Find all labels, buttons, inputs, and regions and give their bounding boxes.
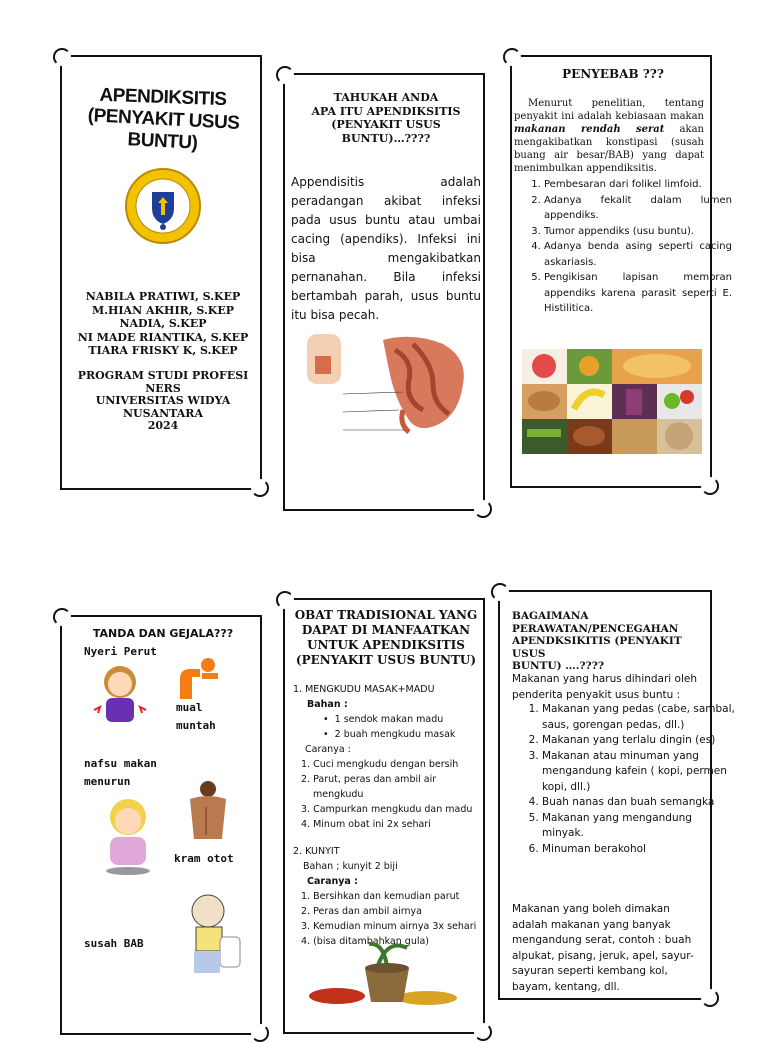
recipe1-title: 1. MENGKUDU MASAK+MADU xyxy=(293,684,435,695)
heading-line: DAPAT DI MANFAATKAN xyxy=(301,623,471,637)
list-item: 2. Makanan yang terlalu dingin (es) xyxy=(542,733,736,749)
avoid-intro: Makanan yang harus dihindari oleh penderita penyakit usus buntu : xyxy=(512,673,698,701)
cover-title-line2: (PENYAKIT USUS BUNTU) xyxy=(87,105,240,154)
heading-line: TAHUKAH ANDA xyxy=(333,91,439,104)
program-info xyxy=(62,370,264,433)
list-item: 6. Minuman berakohol xyxy=(542,842,736,858)
heading-line: OBAT TRADISIONAL YANG xyxy=(294,608,478,622)
prevention-heading xyxy=(512,610,712,673)
fiber-food-collage xyxy=(522,349,702,454)
symptom-vomit: muntah xyxy=(176,719,216,732)
cover-title xyxy=(66,84,260,154)
recipe1-ingredient: • 2 buah mengkudu masak xyxy=(323,729,456,740)
intro-text: akan mengakibatkan konstipasi (susah buang air besar/BAB) yang dapat menimbulkan appendiksitis. xyxy=(514,124,704,174)
heading-line: BUNTU)…???? xyxy=(341,131,431,145)
ingredient-text: 1 sendok makan madu xyxy=(334,714,444,725)
symptom-muscle-cramp: kram otot xyxy=(174,852,234,865)
recipe1-step: 1. Cuci mengkudu dengan bersih xyxy=(301,759,459,770)
definition-panel xyxy=(283,73,485,511)
recipe2-step: 1. Bersihkan dan kemudian parut xyxy=(301,891,460,902)
list-item: 1. Pembesaran dari folikel limfoid. xyxy=(544,177,732,193)
eating-girl-icon xyxy=(90,797,170,882)
causes-intro xyxy=(514,97,704,175)
symptom-nausea: mual xyxy=(176,701,203,714)
symptom-appetite-loss: nafsu makan xyxy=(84,757,157,770)
recipe1-step: 3. Campurkan mengkudu dan madu xyxy=(301,804,473,815)
recipe2-title: 2. KUNYIT xyxy=(293,846,340,857)
symptoms-panel xyxy=(60,615,262,1035)
back-pain-man-icon xyxy=(180,779,236,849)
avoid-food-list xyxy=(512,702,736,857)
recipe2-step: 3. Kemudian minum airnya 3x sehari xyxy=(301,921,477,932)
definition-heading xyxy=(295,91,477,145)
list-item: 4. Adanya benda asing seperti cacing askariasis. xyxy=(544,239,732,270)
university-seal-logo xyxy=(124,167,202,245)
recipe1-step: 4. Minum obat ini 2x sehari xyxy=(301,819,431,830)
author-name: NADIA, S.KEP xyxy=(119,317,207,330)
constipation-toilet-icon xyxy=(172,889,247,979)
ingredient-text: 2 buah mengkudu masak xyxy=(334,729,456,740)
nausea-vomit-icon xyxy=(174,655,224,703)
heading-line: (PENYAKIT USUS BUNTU) xyxy=(295,653,477,667)
program-year: 2024 xyxy=(147,419,179,432)
list-item: 5. Pengikisan lapisan membran appendiks karena parasit seperti E. Histilitica. xyxy=(544,270,732,317)
causes-panel xyxy=(510,55,732,488)
herbal-medicine-illustration xyxy=(307,938,463,1008)
causes-list xyxy=(516,177,732,317)
author-name: NABILA PRATIWI, S.KEP xyxy=(85,290,241,303)
prevention-panel xyxy=(498,590,735,1000)
heading-line: (PENYAKIT USUS xyxy=(331,118,441,131)
heading-line: BAGAIMANA xyxy=(512,610,589,622)
program-line: UNIVERSITAS WIDYA xyxy=(95,394,231,407)
list-item: 5. Makanan yang mengandung minyak. xyxy=(542,811,736,842)
traditional-medicine-panel xyxy=(283,598,485,1034)
heading-line: BUNTU) ….???? xyxy=(512,660,604,672)
recipe2-step: 4. (bisa ditambahkan gula) xyxy=(301,936,430,947)
list-item: 3. Tumor appendiks (usu buntu). xyxy=(544,224,732,240)
program-line: NERS xyxy=(145,381,181,395)
author-list xyxy=(62,290,264,358)
heading-line: APENDKSIKITIS (PENYAKIT USUS xyxy=(512,635,682,660)
recipe2-ingredients: Bahan ; kunyit 2 biji xyxy=(303,861,398,872)
heading-line: PERAWATAN/PENCEGAHAN xyxy=(512,622,679,635)
heading-line: APA ITU APENDIKSITIS xyxy=(311,104,461,118)
recipe1-step: mengkudu xyxy=(313,789,364,800)
allowed-food-text: Makanan yang boleh dimakan adalah makanan yang banyak mengandung serat, contoh : buah alpukat, pisang, jeruk, apel, sayur-sayuran seperti kembang kol, bayam, kentang, dll. xyxy=(512,903,694,993)
author-name: NI MADE RIANTIKA, S.KEP xyxy=(77,330,249,344)
list-item: 3. Makanan atau minuman yang mengandung kafein ( kopi, permen kopi, dll.) xyxy=(542,749,736,796)
author-name: TIARA FRISKY K, S.KEP xyxy=(88,344,238,357)
list-item: 4. Buah nanas dan buah semangka xyxy=(542,795,736,811)
definition-text: Appendisitis adalah peradangan akibat infeksi pada usus buntu atau umbai cacing (apendiks). Infeksi ini bisa mengakibatkan pernanahan. Bila infeksi bertambah parah, usus buntu itu bisa pecah. xyxy=(291,175,481,322)
intro-text: Menurut penelitian, tentang penyakit ini adalah kebiasaan makan xyxy=(514,98,704,122)
stomach-ache-girl-icon xyxy=(86,662,156,732)
recipe1-step: 2. Parut, peras dan ambil air xyxy=(301,774,437,785)
recipe1-ingredients-label: Bahan : xyxy=(307,699,348,710)
symptom-appetite-loss-2: menurun xyxy=(84,775,131,788)
symptom-abdominal-pain: Nyeri Perut xyxy=(84,645,157,658)
intro-emphasis: makanan rendah serat xyxy=(514,124,665,135)
cover-panel xyxy=(60,55,262,490)
recipe1-method-label: Caranya : xyxy=(305,744,351,755)
symptom-constipation: susah BAB xyxy=(84,937,144,950)
list-item: 2. Adanya fekalit dalam lumen appendiks. xyxy=(544,193,732,224)
symptoms-heading: TANDA DAN GEJALA??? xyxy=(92,627,234,640)
recipe2-method-label: Caranya : xyxy=(307,876,358,887)
heading-line: UNTUK APENDIKSITIS xyxy=(307,638,465,652)
list-item: 1. Makanan yang pedas (cabe, sambal, saus, gorengan pedas, dll.) xyxy=(542,702,736,733)
program-line: NUSANTARA xyxy=(123,406,203,420)
cover-title-line1: APENDIKSITIS xyxy=(99,84,227,111)
medicine-heading xyxy=(285,608,487,668)
author-name: M.HIAN AKHIR, S.KEP xyxy=(92,303,234,317)
recipe1-ingredient: • 1 sendok makan madu xyxy=(323,714,444,725)
causes-heading: PENYEBAB ??? xyxy=(562,67,664,81)
program-line: PROGRAM STUDI PROFESI xyxy=(77,369,249,382)
appendix-anatomy-illustration xyxy=(303,330,473,440)
recipe2-step: 2. Peras dan ambil airnya xyxy=(301,906,422,917)
